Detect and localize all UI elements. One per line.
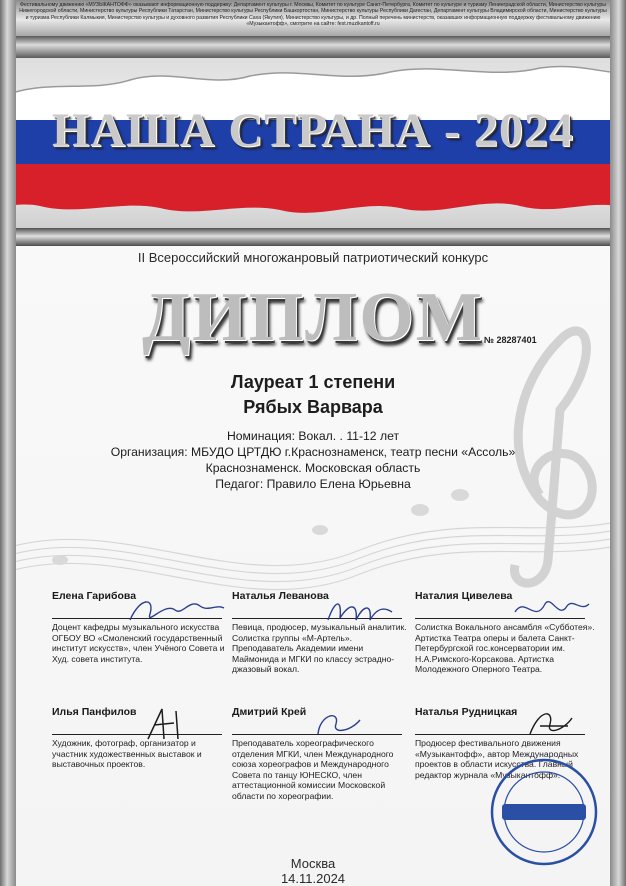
jury-name: Наталья Рудницкая	[415, 706, 518, 718]
diploma-details	[0, 428, 626, 492]
jury-description: Солистка Вокального ансамбля «Субботея». Артистка Театра оперы и балета Санкт-Петербургской гос.консерватории им. Н.А.Римского-Корсакова. Артистка Молодежного Оперного Театра.	[415, 622, 595, 675]
jury-description: Художник, фотограф, организатор и участник художественных выставок и выставочных проектов.	[52, 738, 202, 770]
signature-tsiveleva-icon	[505, 590, 595, 630]
jury-description: Преподаватель хореографического отделения МГКИ, член Международного союза хореографов и Международного Совета по танцу ЮНЕСКО, член аттестационной комиссии Московской области по хореографии.	[232, 738, 394, 801]
jury-description: Доцент кафедры музыкального искусства ОГБОУ ВО «Смоленский государственный институт искусств», член Учёного Совета и Худ. совета института.	[52, 622, 225, 664]
jury-description: Продюсер фестивального движения «Музыкантофф», автор Международных проектов в области искусства. Главный редактор журнала «Музыкантофф».	[415, 738, 579, 780]
chrome-bar-top	[0, 36, 626, 58]
organization-line-1: Организация: МБУДО ЦРТДЮ г.Краснознаменск, театр песни «Ассоль»	[110, 445, 516, 459]
award-level: Лауреат 1 степени	[230, 372, 396, 392]
jury-description: Певица, продюсер, музыкальный аналитик. Солистка группы «М-Артель». Преподаватель Академии имени Маймонида и МГКИ по классу эстрадно-джазовый вокал.	[232, 622, 407, 675]
signature-garibova-icon	[120, 592, 230, 632]
support-notice: Фестивальному движению «МУЗЫКАНТОФФ» оказывают информационную поддержку: Департамент культуры г. Москвы, Комитет по культуре Санкт-Петербурга, Комитет по культуре и туризму Ленинградской области, Министерство культуры Нижегородской области, Министерство культуры Республики Татарстан, Министерство культуры Республики Башкортостан, Министерство культуры Республики Дагестан, Департамент культуры Владимирской области, Министерство культуры и туризма Республики Калмыкия, Министерство культуры и духовного развития Республики Саха (Якутия), Министерство культуры, и др. Полный перечень министерств, оказавших информационную поддержку фестивальному движению «Музыкантофф», смотрите на сайте: fest.muzikantoff.ru	[19, 2, 607, 28]
participant-name: Рябых Варвара	[243, 397, 383, 417]
organization-stamp-icon	[488, 756, 600, 868]
signature-krey-icon	[310, 704, 370, 744]
diploma-heading: ДИПЛОМ	[142, 279, 484, 356]
signature-panfilov-icon	[140, 705, 200, 745]
jury-name: Дмитрий Крей	[232, 706, 307, 718]
jury-name: Наталья Леванова	[232, 590, 329, 602]
city: Москва	[290, 856, 336, 871]
jury-name: Елена Гарибова	[52, 590, 137, 602]
organization-line-2: Краснознаменск. Московская область	[205, 461, 421, 475]
signature-rudnitskaya-icon	[520, 704, 580, 744]
diploma-number: № 28287401	[484, 335, 537, 345]
frame-right	[610, 0, 626, 886]
issue-date: 14.11.2024	[280, 871, 346, 886]
nomination: Номинация: Вокал. . 11-12 лет	[226, 429, 400, 443]
event-title: НАША СТРАНА - 2024	[52, 104, 574, 157]
chrome-bar-middle	[0, 228, 626, 246]
jury-name: Наталия Цивелева	[415, 590, 513, 602]
frame-left	[0, 0, 16, 886]
teacher: Педагог: Правило Елена Юрьевна	[215, 477, 411, 491]
signature-levanova-icon	[320, 590, 400, 630]
jury-name: Илья Панфилов	[52, 706, 137, 718]
contest-name: II Всероссийский многожанровый патриотический конкурс	[137, 250, 489, 265]
